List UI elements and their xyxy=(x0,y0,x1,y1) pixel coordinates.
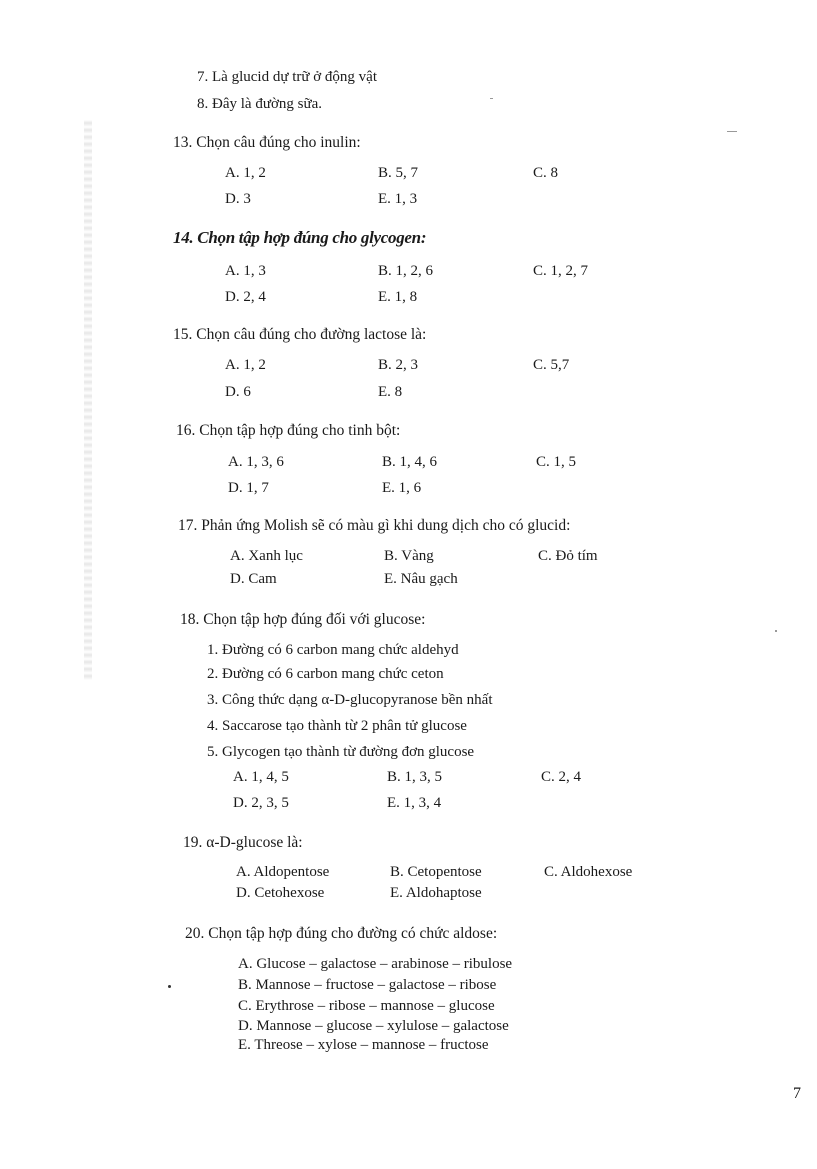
q19-option-a: A. Aldopentose xyxy=(236,864,330,880)
q17-option-e: E. Nâu gạch xyxy=(384,571,458,587)
q15-option-d: D. 6 xyxy=(225,384,251,400)
q18-option-b: B. 1, 3, 5 xyxy=(387,769,443,785)
question-14: 14. Chọn tập hợp đúng cho glycogen: xyxy=(173,228,427,247)
q18-option-e: E. 1, 3, 4 xyxy=(387,795,442,811)
scan-speck xyxy=(168,985,171,988)
q18-statement-3: 3. Công thức dạng α-D-glucopyranose bền nhất xyxy=(207,692,493,708)
q14-option-a: A. 1, 3 xyxy=(225,263,266,279)
q15-option-c: C. 5,7 xyxy=(533,357,570,373)
q19-option-d: D. Cetohexose xyxy=(236,885,325,901)
q17-option-b: B. Vàng xyxy=(384,548,434,564)
q14-option-b: B. 1, 2, 6 xyxy=(378,263,434,279)
q13-option-b: B. 5, 7 xyxy=(378,165,419,181)
question-18: 18. Chọn tập hợp đúng đối với glucose: xyxy=(180,611,426,628)
q20-option-d: D. Mannose – glucose – xylulose – galactose xyxy=(238,1018,509,1034)
q16-option-d: D. 1, 7 xyxy=(228,480,269,496)
q17-option-d: D. Cam xyxy=(230,571,277,587)
scan-edge-shadow xyxy=(84,120,92,680)
q17-option-c: C. Đỏ tím xyxy=(538,548,598,564)
q17-option-a: A. Xanh lục xyxy=(230,548,303,564)
q19-option-c: C. Aldohexose xyxy=(544,864,633,880)
question-13: 13. Chọn câu đúng cho inulin: xyxy=(173,134,361,151)
statement-7: 7. Là glucid dự trữ ở động vật xyxy=(197,69,377,85)
q15-option-e: E. 8 xyxy=(378,384,403,400)
q15-option-b: B. 2, 3 xyxy=(378,357,419,373)
q14-option-e: E. 1, 8 xyxy=(378,289,418,305)
q19-option-b: B. Cetopentose xyxy=(390,864,482,880)
q18-option-d: D. 2, 3, 5 xyxy=(233,795,289,811)
q18-statement-4: 4. Saccarose tạo thành từ 2 phân tử glucose xyxy=(207,718,467,734)
q15-option-a: A. 1, 2 xyxy=(225,357,266,373)
q13-option-e: E. 1, 3 xyxy=(378,191,418,207)
q18-option-a: A. 1, 4, 5 xyxy=(233,769,289,785)
q16-option-e: E. 1, 6 xyxy=(382,480,422,496)
page-number: 7 xyxy=(793,1085,801,1102)
q20-option-a: A. Glucose – galactose – arabinose – ribulose xyxy=(238,956,513,972)
statement-8: 8. Đây là đường sữa. xyxy=(197,96,323,112)
q13-option-a: A. 1, 2 xyxy=(225,165,266,181)
q18-statement-5: 5. Glycogen tạo thành từ đường đơn glucose xyxy=(207,744,475,760)
scan-speck xyxy=(775,630,777,632)
scan-speck xyxy=(727,131,737,132)
q20-option-b: B. Mannose – fructose – galactose – ribose xyxy=(238,977,497,993)
q19-option-e: E. Aldohaptose xyxy=(390,885,482,901)
q16-option-b: B. 1, 4, 6 xyxy=(382,454,438,470)
question-19: 19. α-D-glucose là: xyxy=(183,834,303,851)
q18-option-c: C. 2, 4 xyxy=(541,769,582,785)
q14-option-c: C. 1, 2, 7 xyxy=(533,263,589,279)
q18-statement-2: 2. Đường có 6 carbon mang chức ceton xyxy=(207,666,444,682)
question-20: 20. Chọn tập hợp đúng cho đường có chức aldose: xyxy=(185,925,498,942)
q13-option-d: D. 3 xyxy=(225,191,251,207)
q16-option-c: C. 1, 5 xyxy=(536,454,577,470)
q20-option-e: E. Threose – xylose – mannose – fructose xyxy=(238,1037,489,1053)
q14-option-d: D. 2, 4 xyxy=(225,289,266,305)
q20-option-c: C. Erythrose – ribose – mannose – glucose xyxy=(238,998,495,1014)
question-17: 17. Phản ứng Molish sẽ có màu gì khi dung dịch cho có glucid: xyxy=(178,517,571,534)
q16-option-a: A. 1, 3, 6 xyxy=(228,454,284,470)
q18-statement-1: 1. Đường có 6 carbon mang chức aldehyd xyxy=(207,642,459,658)
question-15: 15. Chọn câu đúng cho đường lactose là: xyxy=(173,326,427,343)
q13-option-c: C. 8 xyxy=(533,165,559,181)
question-16: 16. Chọn tập hợp đúng cho tinh bột: xyxy=(176,422,401,439)
scan-speck xyxy=(490,98,493,99)
